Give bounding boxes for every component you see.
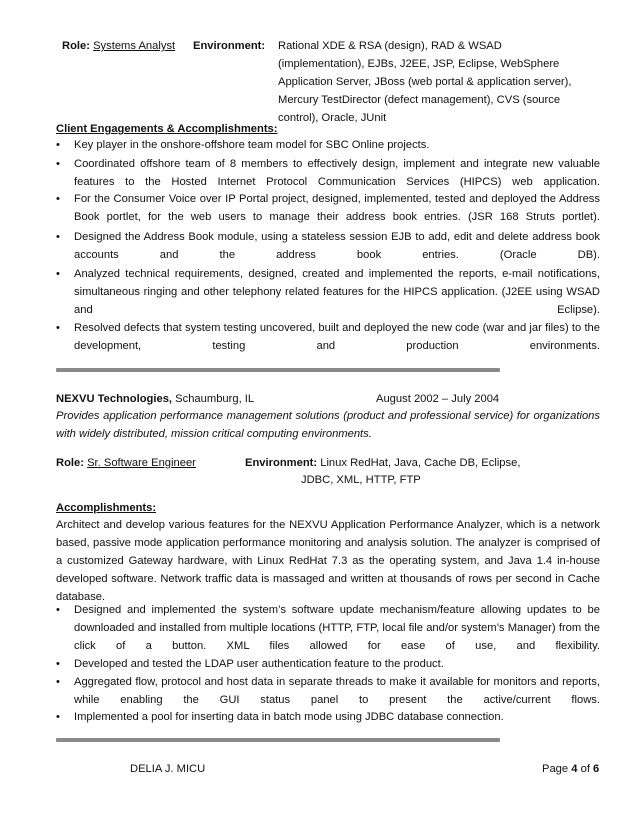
list-item bbox=[56, 708, 600, 726]
list-item bbox=[56, 136, 600, 154]
company-location: Schaumburg, IL bbox=[172, 393, 255, 405]
page-current: 4 bbox=[571, 763, 578, 775]
company-description: Provides application performance management solutions (product and professional service) for organizations with widely distributed, mission critical computing environments. bbox=[56, 410, 600, 440]
bullet-icon: • bbox=[56, 711, 60, 723]
environment-label: Environment: bbox=[245, 457, 318, 469]
bullet-icon: • bbox=[56, 658, 60, 670]
role-label: Role: bbox=[62, 40, 90, 52]
environment-line: JDBC, XML, HTTP, FTP bbox=[301, 474, 421, 486]
environment-line: Mercury TestDirector (defect management), CVS (source bbox=[278, 94, 561, 106]
bullet-icon: • bbox=[56, 322, 60, 334]
bullet-icon: • bbox=[56, 268, 60, 280]
page-total: 6 bbox=[593, 763, 600, 775]
bullet-icon: • bbox=[56, 676, 60, 688]
list-item-text: Designed the Address Book module, using a stateless session EJB to add, edit and delete address book accounts and the address book entries. (Oracle DB). bbox=[74, 231, 600, 261]
page-of: of bbox=[577, 763, 594, 775]
bullet-icon: • bbox=[56, 231, 60, 243]
list-item bbox=[56, 655, 600, 673]
role-line bbox=[62, 37, 175, 55]
list-item-text: Key player in the onshore-offshore team model for SBC Online projects. bbox=[74, 139, 430, 151]
client-engagements-heading: Client Engagements & Accomplishments: bbox=[56, 123, 278, 135]
environment-line: (implementation), EJBs, J2EE, JSP, Eclipse, WebSphere bbox=[278, 58, 560, 70]
role-value: Sr. Software Engineer bbox=[87, 457, 196, 469]
environment-line: control), Oracle, JUnit bbox=[278, 112, 387, 124]
accomplishments-heading: Accomplishments: bbox=[56, 502, 157, 514]
environment-line: Application Server, JBoss (web portal & application server), bbox=[278, 76, 572, 88]
list-item-text: Aggregated flow, protocol and host data in separate threads to make it available for monitors and reports, while enabling the GUI status panel to present the active/current flows. bbox=[74, 676, 600, 706]
footer-name: DELIA J. MICU bbox=[130, 763, 206, 775]
environment-label: Environment: bbox=[193, 40, 266, 52]
list-item-text: Designed and implemented the system’s software update mechanism/feature allowing updates to be downloaded and installed from multiple locations (HTTP, FTP, local file and/or system’s Manager) from the click of a button. XML files allowed for ease of use, and flexibility. bbox=[74, 604, 600, 652]
role-label: Role: bbox=[56, 457, 84, 469]
environment-list bbox=[278, 37, 572, 127]
section-divider bbox=[56, 738, 500, 742]
list-item-text: Analyzed technical requirements, designed, created and implemented the reports, e-mail notifications, simultaneous ringing and other telephony related features for the HIPCS application. (J2EE using WSAD and Eclipse). bbox=[74, 268, 600, 316]
page-number bbox=[542, 760, 599, 778]
page-word: Page bbox=[542, 763, 572, 775]
section-divider bbox=[56, 368, 500, 372]
list-item bbox=[56, 319, 600, 373]
bullet-icon: • bbox=[56, 158, 60, 170]
environment-line bbox=[245, 454, 520, 472]
environment-line: Rational XDE & RSA (design), RAD & WSAD bbox=[278, 40, 502, 52]
accomplishments-paragraph: Architect and develop various features for the NEXVU Application Performance Analyzer, which is a network based, passive mode application performance monitoring and analysis solution. The analyzer is comprised of a customized Gateway hardware, with Linux RedHat 7.3 as the operating system, and Java 1.4 in-house developed software. Network traffic data is massaged and written at thousands of rows per second in Cache database. bbox=[56, 519, 600, 603]
list-item-text: For the Consumer Voice over IP Portal project, designed, implemented, tested and deployed the Address Book portlet, for the web users to manage their address book entries. (JSR 168 Struts portlet). bbox=[74, 193, 600, 223]
list-item-text: Resolved defects that system testing uncovered, built and deployed the new code (war and jar files) to the development, testing and production environments. bbox=[74, 322, 600, 352]
bullet-icon: • bbox=[56, 139, 60, 151]
environment-value: Linux RedHat, Java, Cache DB, Eclipse, bbox=[317, 457, 521, 469]
list-item-text: Developed and tested the LDAP user authentication feature to the product. bbox=[74, 658, 444, 670]
bullet-icon: • bbox=[56, 604, 60, 616]
bullet-icon: • bbox=[56, 193, 60, 205]
role-value: Systems Analyst bbox=[93, 40, 176, 52]
list-item-text: Coordinated offshore team of 8 members to effectively design, implement and integrate new valuable features to the Hosted Internet Protocol Communication Services (HIPCS) web application. bbox=[74, 158, 600, 188]
company-name: NEXVU Technologies, bbox=[56, 393, 173, 405]
employment-dates: August 2002 – July 2004 bbox=[376, 393, 500, 405]
role-line bbox=[56, 454, 196, 472]
company-line bbox=[56, 390, 254, 408]
list-item-text: Implemented a pool for inserting data in batch mode using JDBC database connection. bbox=[74, 711, 504, 723]
